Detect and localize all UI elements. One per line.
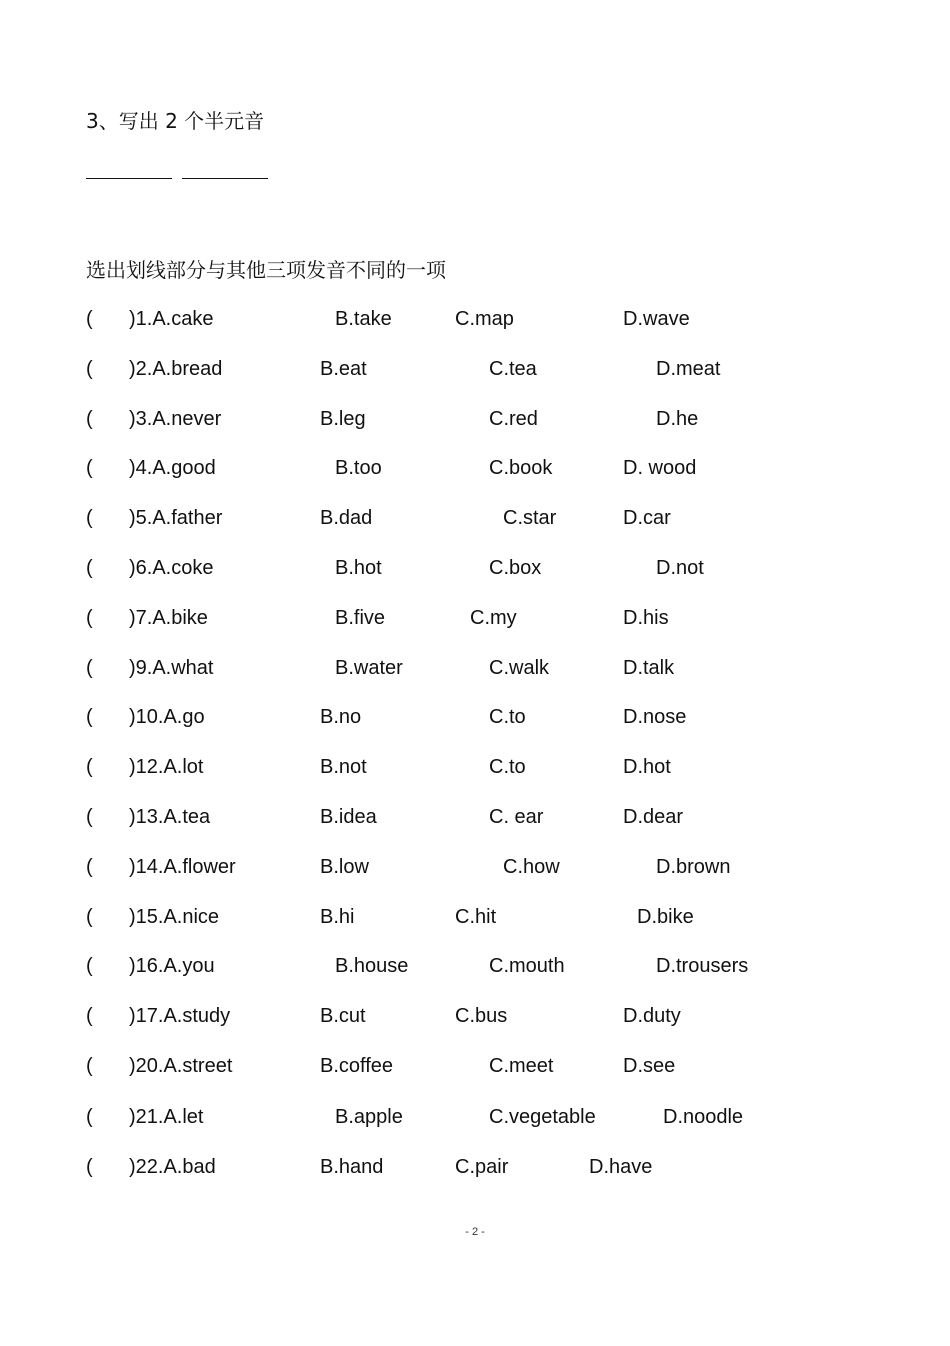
option-c: C.bus: [455, 1005, 508, 1027]
answer-paren[interactable]: (: [86, 657, 93, 679]
answer-paren[interactable]: (: [86, 1106, 93, 1128]
option-b: B.not: [320, 756, 367, 778]
answer-paren[interactable]: (: [86, 457, 93, 479]
option-a: )3.A.never: [129, 408, 222, 430]
question-row: [0, 1055, 950, 1085]
option-d: D.bike: [637, 906, 694, 928]
option-a: )1.A.cake: [129, 308, 214, 330]
question-row: [0, 706, 950, 736]
instruction: 选出划线部分与其他三项发音不同的一项: [86, 258, 446, 282]
option-d: D.talk: [623, 657, 675, 679]
option-d: D.dear: [623, 806, 684, 828]
answer-paren[interactable]: (: [86, 706, 93, 728]
option-c: C.map: [455, 308, 514, 330]
answer-paren[interactable]: (: [86, 1156, 93, 1178]
option-d: D.car: [623, 507, 671, 529]
option-c: C.red: [489, 408, 538, 430]
option-a: )9.A.what: [129, 657, 214, 679]
option-a: )15.A.nice: [129, 906, 220, 928]
question-row: [0, 955, 950, 985]
option-b: B.too: [335, 457, 382, 479]
answer-blanks: [86, 160, 278, 185]
option-a: )16.A.you: [129, 955, 215, 977]
option-b: B.hot: [335, 557, 382, 579]
answer-paren[interactable]: (: [86, 1005, 93, 1027]
option-d: D.have: [589, 1156, 653, 1178]
option-d: D.see: [623, 1055, 676, 1077]
option-c: C.box: [489, 557, 542, 579]
option-a: )12.A.lot: [129, 756, 204, 778]
option-b: B.house: [335, 955, 409, 977]
answer-paren[interactable]: (: [86, 308, 93, 330]
answer-paren[interactable]: (: [86, 358, 93, 380]
answer-paren[interactable]: (: [86, 856, 93, 878]
option-d: D.hot: [623, 756, 671, 778]
option-b: B.low: [320, 856, 369, 878]
answer-paren[interactable]: (: [86, 756, 93, 778]
option-c: C.book: [489, 457, 553, 479]
option-c: C.pair: [455, 1156, 509, 1178]
option-d: D.duty: [623, 1005, 681, 1027]
option-a: )22.A.bad: [129, 1156, 216, 1178]
answer-blank-1[interactable]: [86, 160, 172, 179]
option-c: C.hit: [455, 906, 497, 928]
option-b: B.hand: [320, 1156, 384, 1178]
option-a: )20.A.street: [129, 1055, 233, 1077]
option-b: B.take: [335, 308, 392, 330]
option-d: D.noodle: [663, 1106, 744, 1128]
option-b: B.five: [335, 607, 386, 629]
option-d: D.trousers: [656, 955, 749, 977]
question-row: [0, 906, 950, 936]
option-b: B.apple: [335, 1106, 403, 1128]
question-row: [0, 607, 950, 637]
option-d: D.nose: [623, 706, 687, 728]
option-d: D.not: [656, 557, 704, 579]
question-row: [0, 756, 950, 786]
option-a: )21.A.let: [129, 1106, 204, 1128]
page-number: - 2 -: [465, 1226, 485, 1238]
option-d: D.he: [656, 408, 699, 430]
option-c: C.mouth: [489, 955, 565, 977]
option-c: C.my: [470, 607, 517, 629]
question-row: [0, 806, 950, 836]
answer-paren[interactable]: (: [86, 607, 93, 629]
question-row: [0, 408, 950, 438]
option-b: B.no: [320, 706, 362, 728]
option-a: )14.A.flower: [129, 856, 236, 878]
option-b: B.hi: [320, 906, 355, 928]
question-row: [0, 657, 950, 687]
option-d: D.his: [623, 607, 669, 629]
option-c: C.meet: [489, 1055, 554, 1077]
question-row: [0, 457, 950, 487]
answer-paren[interactable]: (: [86, 557, 93, 579]
question-row: [0, 856, 950, 886]
answer-paren[interactable]: (: [86, 955, 93, 977]
option-c: C.star: [503, 507, 557, 529]
answer-paren[interactable]: (: [86, 408, 93, 430]
section-heading: 3、写出 2 个半元音: [86, 109, 265, 133]
option-c: C.to: [489, 756, 526, 778]
answer-blank-2[interactable]: [182, 160, 268, 179]
option-d: D. wood: [623, 457, 697, 479]
option-a: )7.A.bike: [129, 607, 208, 629]
question-row: [0, 358, 950, 388]
answer-paren[interactable]: (: [86, 507, 93, 529]
option-c: C.vegetable: [489, 1106, 596, 1128]
option-c: C.walk: [489, 657, 550, 679]
option-b: B.eat: [320, 358, 367, 380]
option-c: C.to: [489, 706, 526, 728]
option-b: B.leg: [320, 408, 366, 430]
option-a: )17.A.study: [129, 1005, 231, 1027]
answer-paren[interactable]: (: [86, 806, 93, 828]
option-a: )4.A.good: [129, 457, 216, 479]
answer-paren[interactable]: (: [86, 906, 93, 928]
option-c: C.how: [503, 856, 560, 878]
question-row: [0, 557, 950, 587]
option-b: B.idea: [320, 806, 377, 828]
question-row: [0, 1156, 950, 1186]
option-b: B.water: [335, 657, 403, 679]
question-row: [0, 1005, 950, 1035]
option-c: C. ear: [489, 806, 544, 828]
option-a: )13.A.tea: [129, 806, 211, 828]
option-a: )10.A.go: [129, 706, 205, 728]
option-b: B.dad: [320, 507, 373, 529]
option-a: )6.A.coke: [129, 557, 214, 579]
option-b: B.cut: [320, 1005, 366, 1027]
option-d: D.brown: [656, 856, 731, 878]
option-b: B.coffee: [320, 1055, 394, 1077]
option-a: )5.A.father: [129, 507, 223, 529]
question-row: [0, 308, 950, 338]
option-a: )2.A.bread: [129, 358, 223, 380]
answer-paren[interactable]: (: [86, 1055, 93, 1077]
option-d: D.meat: [656, 358, 721, 380]
question-row: [0, 507, 950, 537]
option-d: D.wave: [623, 308, 690, 330]
question-row: [0, 1106, 950, 1136]
option-c: C.tea: [489, 358, 537, 380]
